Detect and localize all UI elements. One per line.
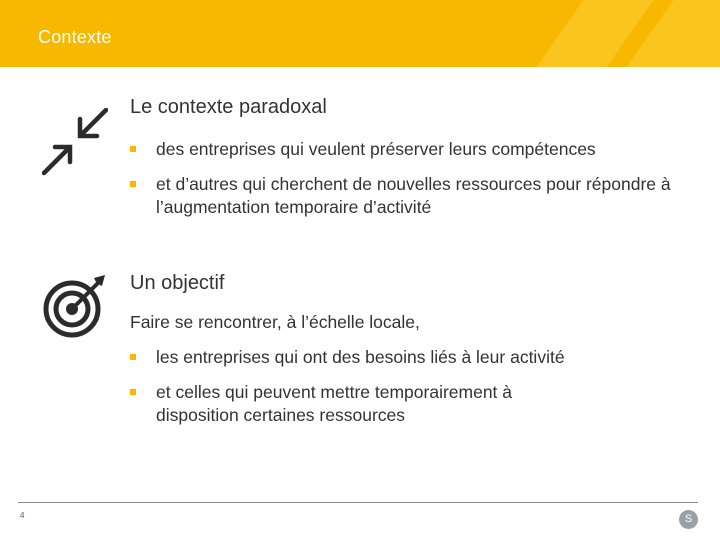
bullet-marker [130, 146, 136, 152]
objective-intro: Faire se rencontrer, à l’échelle locale, [130, 312, 420, 332]
list-item: les entreprises qui ont des besoins liés à leur activité [130, 346, 690, 369]
list-item: et d’autres qui cherchent de nouvelles ressources pour répondre à l’augmentation temporaire d’activité [130, 173, 690, 219]
section-title-context: Le contexte paradoxal [130, 96, 327, 118]
objective-bullet-list [130, 346, 690, 427]
arrows-converging-icon [42, 108, 108, 176]
list-item: et celles qui peuvent mettre temporairement à disposition certaines ressources [130, 381, 576, 427]
context-bullet-list [130, 138, 690, 219]
bullet-marker [130, 181, 136, 187]
page-number: 4 [20, 511, 25, 520]
list-item: des entreprises qui veulent préserver leurs compétences [130, 138, 690, 161]
company-logo: S [679, 510, 698, 529]
target-arrow-icon [42, 272, 110, 340]
bullet-marker [130, 354, 136, 360]
footer-divider [18, 502, 698, 503]
header-banner [0, 0, 720, 67]
slide-title: Contexte [38, 27, 112, 47]
section-title-objective: Un objectif [130, 272, 225, 294]
bullet-marker [130, 389, 136, 395]
